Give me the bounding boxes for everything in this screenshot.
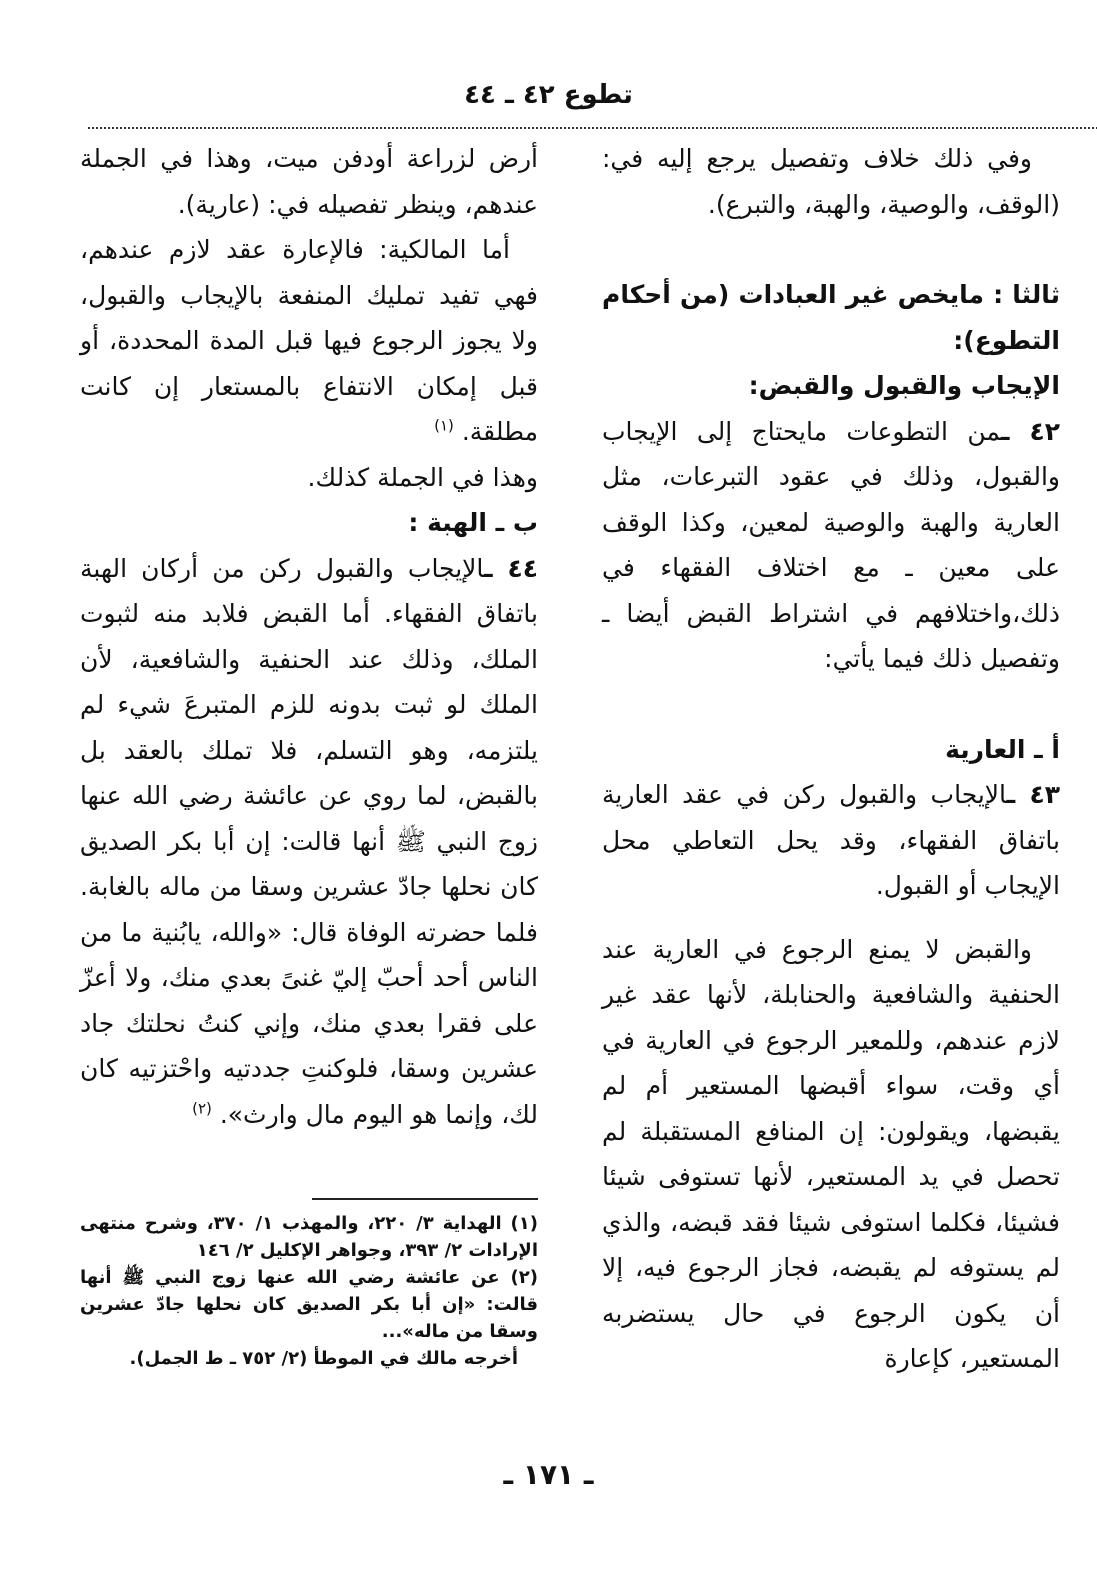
left-column (80, 136, 538, 1137)
paragraph-43 (602, 772, 1060, 909)
page-number: ـ ١٧١ ـ (503, 1458, 594, 1491)
left-paragraph-1: أرض لزراعة أودفن ميت، وهذا في الجملة عندهم، وينظر تفصيله في: (عارية). (80, 144, 538, 219)
paragraph-number-43: ٤٣ ـ (1006, 780, 1061, 809)
footnote-ref-2[interactable]: (٢) (192, 1099, 212, 1118)
footnotes (80, 1210, 538, 1372)
footnote-ref-1[interactable]: (١) (434, 416, 454, 435)
paragraph-number-44: ٤٤ ـ (484, 553, 539, 583)
paragraph-number-42: ٤٢ ـ (1000, 416, 1061, 446)
left-paragraph-3: وهذا في الجملة كذلك. (307, 462, 538, 492)
running-header: تطوع ٤٢ ـ ٤٤ (464, 80, 633, 110)
paragraph-42-text: من التطوعات مايحتاج إلى الإيجاب والقبول، وذلك في عقود التبرعات، مثل العارية والهبة والوصية لمعين، وكذا الوقف على معين ـ مع اختلاف الفقهاء في ذلك،واختلافهم في اشتراط القبض أيضا ـ وتفصيل ذلك فيما يأتي: (602, 416, 1060, 673)
section-heading-third: ثالثا : مايخص غير العبادات (من أحكام التطوع): (602, 280, 1060, 355)
header-dotted-rule (88, 127, 1097, 129)
maliki-text: أما المالكية: فالإعارة عقد لازم عندهم، فهي تفيد تمليك المنفعة بالإيجاب والقبول، ولا يجوز الرجوع فيها قبل المدة المحددة، أو قبل إمكان الانتفاع بالمستعار إن كانت مطلقة. (80, 235, 538, 446)
paragraph-44-text: الإيجاب والقبول ركن من أركان الهبة باتفاق الفقهاء. أما القبض فلابد منه لثبوت الملك، وذلك عند الحنفية والشافعية، لأن الملك لو ثبت بدونه للزم المتبرعَ شيء لم يلتزمه، وهو التسلم، فلا تملك بالعقد بل بالقبض، لما روي عن عائشة رضي الله عنها زوج النبي ﷺ أنها قالت: إن أبا بكر الصديق كان نحلها جادّ عشرين وسقا من ماله بالغابة. فلما حضرته الوفاة قال: «والله، يابُنية ما من الناس أحد أحبّ إليّ غنىً بعدي منك، ولا أعزّ على فقرا بعدي منك، وإني كنتُ نحلتك جاد عشرين وسقا، فلوكنتِ جددتيه واحْتزتيه كان لك، وإنما هو اليوم مال وارث». (80, 553, 538, 1129)
footnote-separator (312, 1198, 538, 1200)
footnote-2-source: أخرجه مالك في الموطأ (٢/ ٧٥٢ ـ ط الجمل). (129, 1348, 518, 1369)
intro-paragraph: وفي ذلك خلاف وتفصيل يرجع إليه في: (الوقف، والوصية، والهبة، والتبرع). (602, 144, 1060, 219)
paragraph-43-text: الإيجاب والقبول ركن في عقد العارية باتفاق الفقهاء، وقد يحل التعاطي محل الإيجاب أو القبول. (602, 780, 1060, 900)
subheading-ariya: أ ـ العارية (945, 734, 1060, 764)
paragraph-43-continued: والقبض لا يمنع الرجوع في العارية عند الحنفية والشافعية والحنابلة، لأنها عقد غير لازم عندهم، وللمعير الرجوع في العارية في أي وقت، سواء أقبضها المستعير أم لم يقبضها، ويقولون: إن المنافع المستقبلة لم تحصل في يد المستعير، لأنها تستوفى شيئا فشيئا، فكلما استوفى شيئا فقد قبضه، والذي لم يستوفه لم يقبضه، فجاز الرجوع فيه، إلا أن يكون الرجوع في حال يستضربه المستعير، كإعارة (602, 934, 1060, 1373)
footnote-1: (١) الهداية ٣/ ٢٢٠، والمهذب ١/ ٣٧٠، وشرح منتهى الإرادات ٢/ ٣٩٣، وجواهر الإكليل ٢/ ١٤٦ (80, 1213, 538, 1261)
subheading-ijab: الإيجاب والقبول والقبض: (748, 371, 1060, 400)
subheading-hiba: ب ـ الهبة : (408, 508, 538, 537)
right-column (602, 136, 1060, 1382)
paragraph-42 (602, 409, 1060, 682)
paragraph-44 (80, 546, 538, 1138)
left-paragraph-maliki (80, 227, 538, 455)
footnote-2: (٢) عن عائشة رضي الله عنها زوج النبي ﷺ أنها قالت: «إن أبا بكر الصديق كان نحلها جادّ عشرين وسقا من ماله»... (80, 1267, 538, 1342)
